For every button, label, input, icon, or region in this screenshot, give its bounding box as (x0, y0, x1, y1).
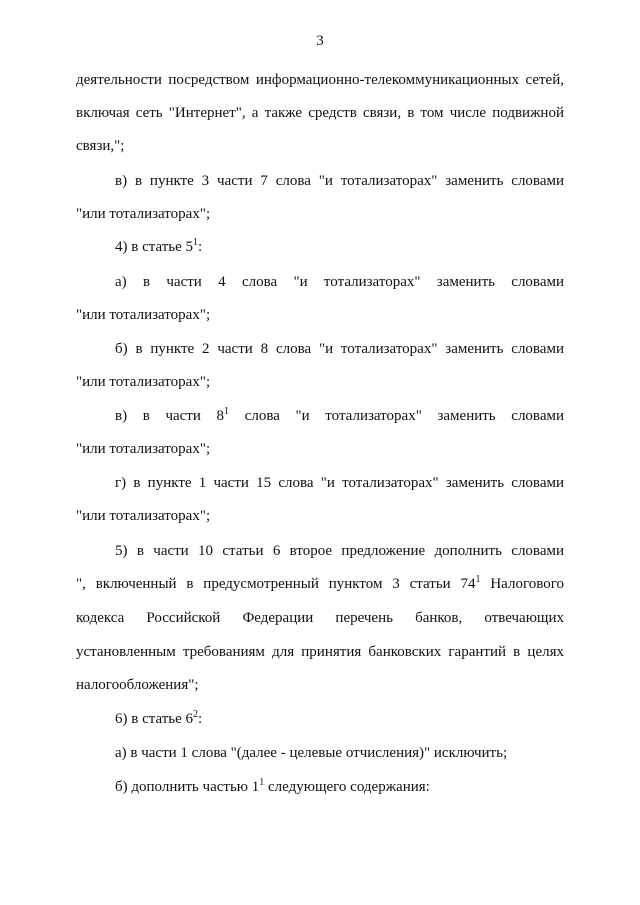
superscript: 2 (193, 709, 199, 720)
text-line: "или тотализаторах"; (76, 441, 211, 457)
superscript: 1 (475, 574, 481, 585)
text-line: 4) в статье $5^1$: (115, 237, 203, 255)
text-line: "или тотализаторах"; (76, 206, 211, 222)
page-number: 3 (316, 33, 324, 49)
text-line: налогообложения"; (76, 677, 199, 693)
text-line: а) в части 1 слова "(далее - целевые отчисления)" исключить; (115, 745, 508, 761)
superscript: 1 (193, 237, 199, 248)
text-line: ", включенный в предусмотренный пунктом 3 статьи $74^1$ Налогового (76, 574, 564, 592)
text-line: г) в пункте 1 части 15 слова "и тотализаторах" заменить словами (115, 475, 564, 491)
text-line: установленным требованиям для принятия банковских гарантий в целях (76, 644, 564, 660)
text-line: в) в пункте 3 части 7 слова "и тотализаторах" заменить словами (115, 173, 564, 189)
text-line: деятельности посредством информационно-телекоммуникационных сетей, (76, 72, 564, 88)
text-line: кодекса Российской Федерации перечень банков, отвечающих (76, 610, 564, 626)
text-line: включая сеть "Интернет", а также средств связи, в том числе подвижной (76, 105, 564, 121)
text-line: б) дополнить частью $1^1$ следующего содержания: (115, 777, 430, 795)
text-line: "или тотализаторах"; (76, 374, 211, 390)
superscript: 1 (224, 406, 230, 417)
superscript: 1 (259, 777, 265, 788)
text-line: связи,"; (76, 138, 125, 154)
text-line: в) в части $8^1$ слова "и тотализаторах" заменить словами (115, 406, 564, 424)
text-line: 5) в части 10 статьи 6 второе предложение дополнить словами (115, 543, 564, 559)
text-line: б) в пункте 2 части 8 слова "и тотализаторах" заменить словами (115, 341, 564, 357)
text-line: "или тотализаторах"; (76, 508, 211, 524)
text-line: а) в части 4 слова "и тотализаторах" заменить словами (115, 274, 564, 290)
text-line: 6) в статье $6^2$: (115, 709, 203, 727)
text-line: "или тотализаторах"; (76, 307, 211, 323)
